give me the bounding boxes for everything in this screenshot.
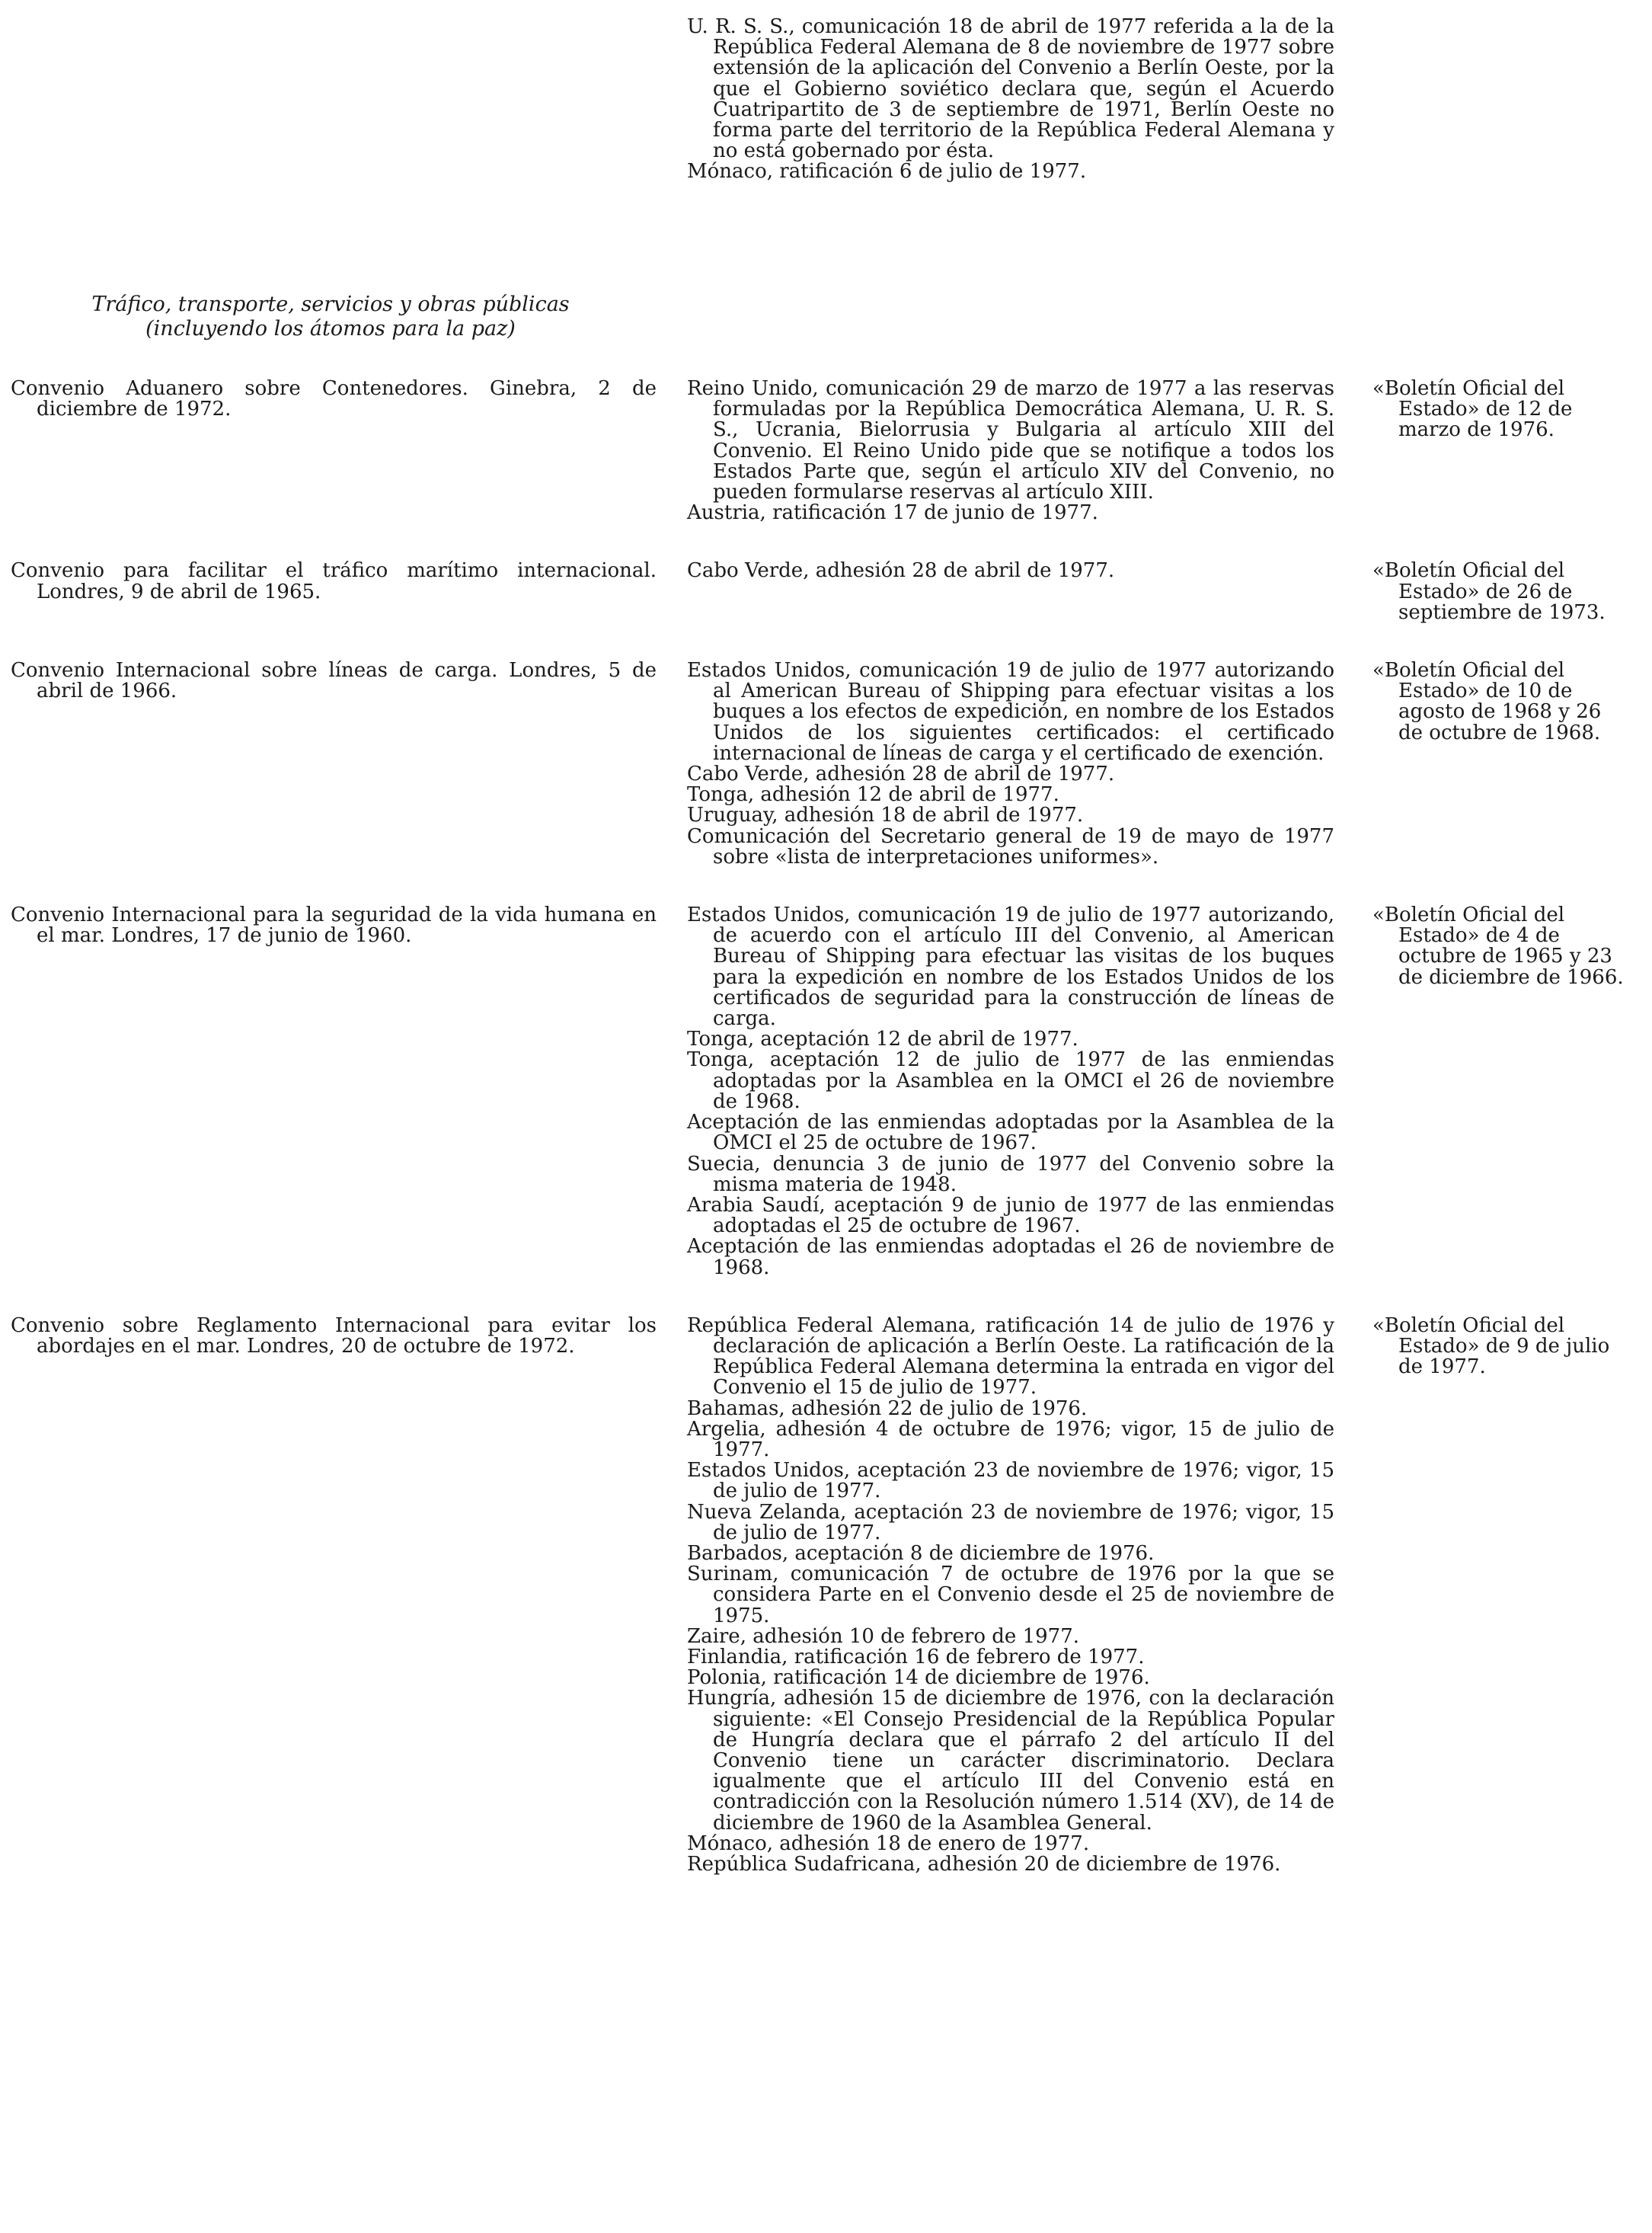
list-item: Tonga, aceptación 12 de julio de 1977 de las enmiendas adoptadas por la Asamblea en la OMCI el 26 de noviembre de 1968.: [687, 1048, 1334, 1113]
table-row: [11, 561, 1641, 623]
convention-cell: [11, 561, 657, 602]
list-item: Nueva Zelanda, aceptación 23 de noviembre de 1976; vigor, 15 de julio de 1977.: [687, 1500, 1334, 1544]
actions-cell: [687, 1313, 1334, 1876]
list-item: Estados Unidos, aceptación 23 de noviembre de 1976; vigor, 15 de julio de 1977.: [687, 1459, 1334, 1503]
convention-cell: [11, 379, 657, 420]
list-item: República Federal Alemana, ratificación 14 de julio de 1976 y declaración de aplicación a Berlín Oeste. La ratificación de la República Federal Alemana determina la entrada en vigor del Convenio el 15 de julio de 1977.: [687, 1313, 1334, 1400]
table-row: [11, 905, 1641, 1278]
convention-cell: [11, 905, 657, 946]
convention-cell: [11, 1313, 657, 1358]
publication-reference: «Boletín Oficial del Estado» de 4 de octubre de 1965 y 23 de diciembre de 1966.: [1372, 904, 1624, 989]
section-heading-title: Tráfico, transporte, servicios y obras públicas: [91, 293, 570, 316]
list-item: Mónaco, adhesión 18 de enero de 1977.: [687, 1832, 1090, 1855]
list-item: Polonia, ratificación 14 de diciembre de 1976.: [687, 1666, 1150, 1690]
section-heading: [11, 293, 650, 341]
publication-cell: [1372, 379, 1631, 441]
continued-entries: [687, 17, 1334, 183]
convention-title: Convenio Internacional sobre líneas de carga. Londres, 5 de abril de 1966.: [11, 659, 657, 703]
actions-cell: [687, 905, 1334, 1278]
list-item: Argelia, adhesión 4 de octubre de 1976; vigor, 15 de julio de 1977.: [687, 1417, 1334, 1461]
list-item: Bahamas, adhesión 22 de julio de 1976.: [687, 1396, 1088, 1420]
publication-reference: «Boletín Oficial del Estado» de 10 de agosto de 1968 y 26 de octubre de 1968.: [1372, 659, 1602, 744]
list-item: U. R. S. S., comunicación 18 de abril de 1977 referida a la de la República Federal Alemana de 8 de noviembre de 1977 sobre extensión de la aplicación del Convenio a Berlín Oeste, por la que el Gobierno soviético declara que, según el Acuerdo Cuatripartito de 3 de septiembre de 1971, Berlín Oeste no forma parte del territorio de la República Federal Alemana y no está gobernado por ésta.: [687, 15, 1334, 163]
table-row: [11, 661, 1641, 868]
list-item: Zaire, adhesión 10 de febrero de 1977.: [687, 1624, 1080, 1648]
list-item: Reino Unido, comunicación 29 de marzo de 1977 a las reservas formuladas por la República Democrática Alemana, U. R. S. S., Ucrania, Bielorrusia y Bulgaria al artículo XIII del Convenio. El Reino Unido pide que se notifique a todos los Estados Parte que, según el artículo XIV del Convenio, no pueden formularse reservas al artículo XIII.: [687, 377, 1334, 504]
list-item: Cabo Verde, adhesión 28 de abril de 1977.: [687, 763, 1115, 786]
publication-cell: [1372, 661, 1631, 744]
list-item: Estados Unidos, comunicación 19 de julio de 1977 autorizando al American Bureau of Shipping para efectuar visitas a los buques a los efectos de expedición, en nombre de los Estados Unidos de los siguientes certificados: el certificado internacional de líneas de carga y el certificado de exención.: [687, 659, 1334, 765]
list-item: Comunicación del Secretario general de 19 de mayo de 1977 sobre «lista de interpretaciones uniformes».: [687, 824, 1334, 869]
list-item: Estados Unidos, comunicación 19 de julio de 1977 autorizando, de acuerdo con el artículo III del Convenio, al American Bureau of Shipping para efectuar las visitas de los buques para la expedición en nombre de los Estados Unidos de los certificados de seguridad para la construcción de líneas de carga.: [687, 904, 1334, 1031]
convention-title: Convenio Internacional para la seguridad de la vida humana en el mar. Londres, 17 de junio de 1960.: [11, 904, 657, 948]
list-item: Tonga, adhesión 12 de abril de 1977.: [687, 783, 1059, 807]
publication-reference: «Boletín Oficial del Estado» de 26 de septiembre de 1973.: [1372, 559, 1606, 624]
convention-table: [11, 379, 1641, 1875]
table-row: [11, 379, 1641, 523]
publication-cell: [1372, 905, 1631, 988]
list-item: Hungría, adhesión 15 de diciembre de 1976, con la declaración siguiente: «El Consejo Presidencial de la República Popular de Hungría declara que el párrafo 2 del artículo II del Convenio tiene un carácter discriminatorio. Declara igualmente que el artículo III del Convenio está en contradicción con la Resolución número 1.514 (XV), de 14 de diciembre de 1960 de la Asamblea General.: [687, 1687, 1334, 1835]
list-item: Suecia, denuncia 3 de junio de 1977 del Convenio sobre la misma materia de 1948.: [687, 1152, 1334, 1196]
publication-cell: [1372, 561, 1631, 623]
list-item: Austria, ratificación 17 de junio de 1977.: [687, 501, 1098, 525]
list-item: Surinam, comunicación 7 de octubre de 1976 por la que se considera Parte en el Convenio desde el 25 de noviembre de 1975.: [687, 1563, 1334, 1627]
actions-cell: [687, 379, 1334, 523]
publication-cell: [1372, 1313, 1631, 1379]
list-item: Aceptación de las enmiendas adoptadas el 26 de noviembre de 1968.: [687, 1235, 1334, 1279]
convention-title: Convenio Aduanero sobre Contenedores. Ginebra, 2 de diciembre de 1972.: [11, 377, 657, 421]
list-item: Mónaco, ratificación 6 de julio de 1977.: [687, 160, 1087, 184]
list-item: Tonga, aceptación 12 de abril de 1977.: [687, 1028, 1078, 1051]
list-item: Cabo Verde, adhesión 28 de abril de 1977.: [687, 559, 1115, 583]
list-item: Barbados, aceptación 8 de diciembre de 1976.: [687, 1541, 1155, 1565]
actions-cell: [687, 561, 1334, 581]
list-item: Aceptación de las enmiendas adoptadas por la Asamblea de la OMCI el 25 de octubre de 1967.: [687, 1111, 1334, 1155]
publication-reference: «Boletín Oficial del Estado» de 9 de julio de 1977.: [1372, 1313, 1610, 1379]
convention-cell: [11, 661, 657, 702]
list-item: Arabia Saudí, aceptación 9 de junio de 1977 de las enmiendas adoptadas el 25 de octubre de 1967.: [687, 1193, 1334, 1238]
list-item: República Sudafricana, adhesión 20 de diciembre de 1976.: [687, 1853, 1281, 1876]
list-item: Uruguay, adhesión 18 de abril de 1977.: [687, 804, 1084, 827]
list-item: Finlandia, ratificación 16 de febrero de 1977.: [687, 1645, 1145, 1668]
publication-reference: «Boletín Oficial del Estado» de 12 de marzo de 1976.: [1372, 377, 1573, 442]
convention-title: Convenio para facilitar el tráfico marítimo internacional. Londres, 9 de abril de 1965.: [11, 559, 657, 603]
section-heading-subtitle: (incluyendo los átomos para la paz): [145, 317, 516, 341]
convention-title: Convenio sobre Reglamento Internacional para evitar los abordajes en el mar. Londres, 20 de octubre de 1972.: [11, 1313, 657, 1358]
table-row: [11, 1313, 1641, 1876]
actions-cell: [687, 661, 1334, 868]
